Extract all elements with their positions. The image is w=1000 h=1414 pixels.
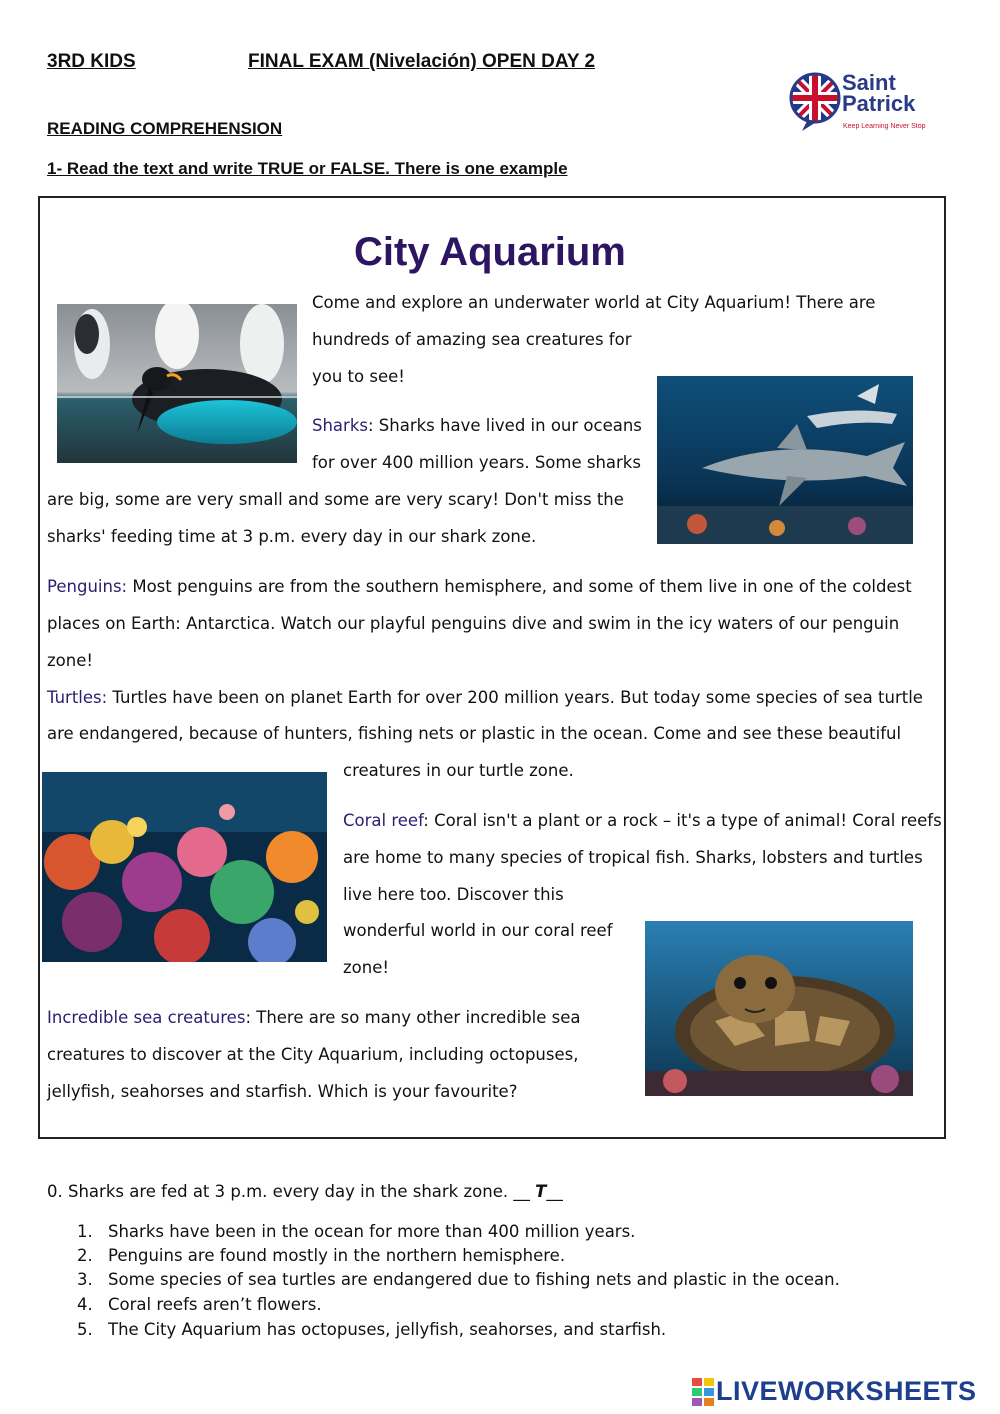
turtles-text-1: Turtles have been on planet Earth for over 200 million years. But today some species of sea turtle: [107, 688, 923, 707]
question-text: Some species of sea turtles are endangered due to fishing nets and plastic in the ocean.: [108, 1270, 840, 1289]
question-number: 2.: [77, 1246, 93, 1265]
example-question-text: 0. Sharks are fed at 3 p.m. every day in the shark zone. __: [47, 1182, 536, 1201]
sharks-label: Sharks: [312, 416, 368, 435]
question-item: [77, 1222, 635, 1241]
question-number: 4.: [77, 1295, 93, 1314]
exam-title: FINAL EXAM (Nivelación) OPEN DAY 2: [248, 51, 596, 72]
penguins-line-1: [47, 577, 912, 596]
sharks-text-1: : Sharks have lived in our oceans: [367, 416, 642, 435]
coral-line-2: are home to many species of tropical fish. Sharks, lobsters and turtles: [343, 848, 923, 867]
liveworksheets-wordmark: LIVEWORKSHEETS: [716, 1376, 977, 1406]
question-number: 3.: [77, 1270, 93, 1289]
sharks-line-2: for over 400 million years. Some sharks: [312, 453, 641, 472]
question-number: 5.: [77, 1320, 93, 1339]
coral-label: Coral reef: [343, 811, 424, 830]
question-item: [77, 1320, 666, 1339]
incredible-line-3: jellyfish, seahorses and starfish. Which is your favourite?: [47, 1082, 518, 1101]
turtles-line-2: are endangered, because of hunters, fishing nets or plastic in the ocean. Come and see these beautiful: [47, 724, 902, 743]
instruction-text: 1- Read the text and write TRUE or FALSE. There is one example: [47, 159, 568, 178]
turtle-image: [645, 921, 913, 1096]
section-title: READING COMPREHENSION: [47, 119, 283, 138]
question-text: Penguins are found mostly in the northern hemisphere.: [108, 1246, 566, 1265]
logo-tagline: Keep Learning Never Stop: [843, 123, 926, 130]
example-answer: T: [535, 1182, 547, 1201]
coral-line-4: wonderful world in our coral reef: [343, 921, 613, 940]
union-jack-bubble-icon: [788, 71, 844, 133]
school-logo: [788, 68, 938, 138]
question-item: [77, 1295, 322, 1314]
question-item: [77, 1246, 565, 1265]
example-answer-tail: __: [546, 1182, 563, 1201]
incredible-line-2: creatures to discover at the City Aquarium, including octopuses,: [47, 1045, 579, 1064]
coral-line-5: zone!: [343, 958, 389, 977]
coral-line-3: live here too. Discover this: [343, 885, 564, 904]
coral-reef-image: [42, 772, 327, 962]
question-text: Sharks have been in the ocean for more than 400 million years.: [108, 1222, 636, 1241]
penguins-label: Penguins:: [47, 577, 128, 596]
intro-line-3: you to see!: [312, 367, 405, 386]
liveworksheets-logo-icon: [692, 1378, 714, 1406]
incredible-label: Incredible sea creatures: [47, 1008, 246, 1027]
shark-image: [657, 376, 913, 544]
penguins-line-2: places on Earth: Antarctica. Watch our playful penguins dive and swim in the icy waters of our penguin: [47, 614, 900, 633]
penguins-line-3: zone!: [47, 651, 93, 670]
question-number: 1.: [77, 1222, 93, 1241]
turtles-line-1: [47, 688, 923, 707]
intro-line-1: Come and explore an underwater world at City Aquarium! There are: [312, 293, 876, 312]
penguin-image: [57, 304, 297, 463]
sharks-line-3: are big, some are very small and some are very scary! Don't miss the: [47, 490, 624, 509]
liveworksheets-brand: [692, 1376, 992, 1408]
penguins-text-1: Most penguins are from the southern hemisphere, and some of them live in one of the coldest: [127, 577, 912, 596]
logo-name-line2: Patrick: [842, 91, 916, 116]
question-text: Coral reefs aren’t flowers.: [108, 1295, 322, 1314]
incredible-line-1: [47, 1008, 581, 1027]
coral-text-1: : Coral isn't a plant or a rock – it's a type of animal! Coral reefs: [423, 811, 942, 830]
article-title: City Aquarium: [354, 230, 626, 274]
incredible-text-1: : There are so many other incredible sea: [245, 1008, 581, 1027]
question-text: The City Aquarium has octopuses, jellyfish, seahorses, and starfish.: [108, 1320, 667, 1339]
sharks-line-4: sharks' feeding time at 3 p.m. every day in our shark zone.: [47, 527, 537, 546]
level-label: 3RD KIDS: [47, 51, 136, 72]
logo-name-line1: Saint: [842, 70, 896, 95]
question-item: [77, 1270, 840, 1289]
coral-line-1: [343, 811, 942, 830]
intro-line-2: hundreds of amazing sea creatures for: [312, 330, 632, 349]
example-question: [47, 1182, 563, 1201]
turtles-label: Turtles:: [47, 688, 108, 707]
sharks-line-1: [312, 416, 642, 435]
turtles-line-3: creatures in our turtle zone.: [343, 761, 574, 780]
